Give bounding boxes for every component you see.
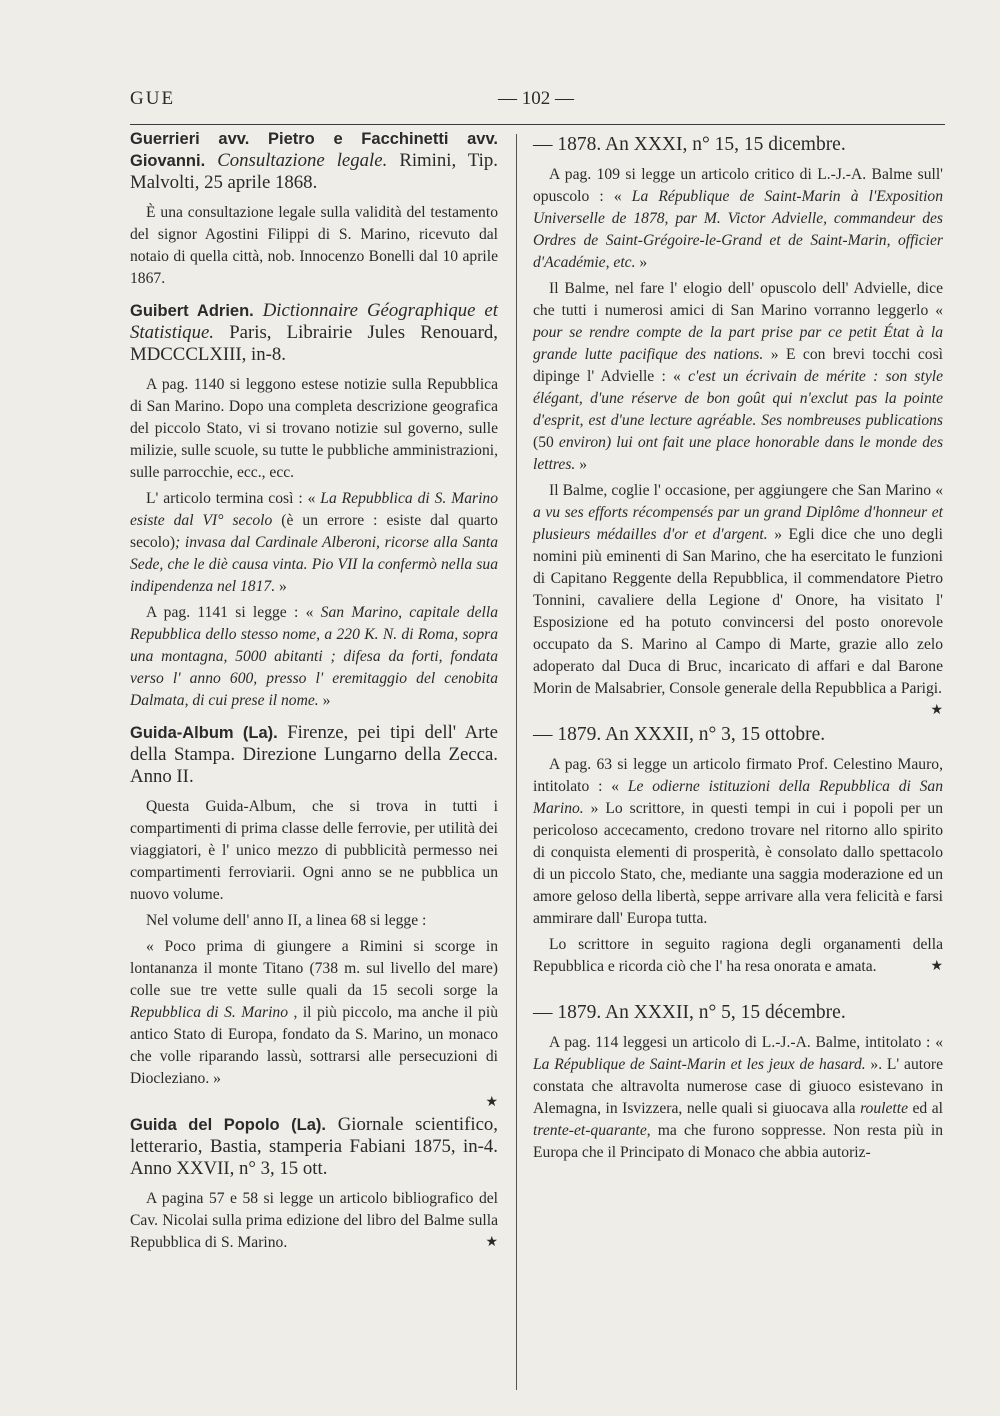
entry-imprint: Paris, Librairie Jules Renouard, MDCCCLXIII, in-8. bbox=[130, 322, 498, 365]
text-run: (50 bbox=[533, 434, 559, 451]
star-icon: ★ bbox=[930, 959, 943, 974]
quote-text: La République de Saint-Marin à l'Exposition Universelle de 1878, par M. Victor Advielle, commandeur des Ordres de Saint-Grégoire-le-Grand et de Saint-Marin, officier d'Académie, etc. bbox=[533, 188, 943, 271]
quote-text: Repubblica di S. Marino bbox=[130, 1004, 289, 1021]
left-column bbox=[130, 128, 498, 1258]
text-run: L' articolo termina così : « bbox=[146, 490, 321, 507]
issue-heading: — 1879. An XXXII, n° 3, 15 ottobre. bbox=[533, 724, 826, 745]
entry-paragraph bbox=[130, 936, 498, 1090]
quote-text: La Repubblica di S. Marino esiste dal VI° secolo bbox=[130, 490, 498, 529]
text-run: A pag. 109 si legge un articolo critico di L.-J.-A. Balme sull' opuscolo : « bbox=[533, 166, 943, 205]
text-run: Lo scrittore in seguito ragiona degli organamenti della Repubblica e ricorda ciò che l' ha resa onorata e amata. bbox=[533, 936, 943, 975]
quote-text: Le odierne istituzioni della Repubblica di San Marino. bbox=[533, 778, 944, 817]
running-head bbox=[130, 88, 940, 118]
entry-imprint: Rimini, Tip. Malvolti, 25 aprile 1868. bbox=[130, 150, 498, 193]
quote-text: a vu ses efforts récompensés par un grand Diplôme d'honneur et plusieurs médailles d'or et d'argent. bbox=[533, 504, 943, 543]
issue-heading: — 1878. An XXXI, n° 15, 15 dicembre. bbox=[533, 134, 846, 155]
entry-paragraph: È una consultazione legale sulla validità del testamento del signor Agostini Filippi di S. Marino, ricevuto dal notaio di quella città, nob. Innocenzo Bonelli dal 10 aprile 1867. bbox=[130, 204, 498, 287]
entry-author: Guida-Album (La). bbox=[130, 724, 278, 742]
quote-text: environ) lui ont fait une place honorable dans le monde des lettres. bbox=[533, 434, 944, 473]
entry-paragraph bbox=[533, 754, 943, 930]
quote-text: San Marino, capitale della Repubblica dello stesso nome, a 220 K. N. di Roma, sopra una montagna, 5000 abitanti ; difesa da forti, fondata verso l' anno 600, presso l' eremitaggio del cenobita Dalmata, di cui prese il nome. bbox=[130, 604, 498, 709]
entry-paragraph bbox=[533, 480, 943, 718]
text-run: (è un errore : esiste dal quarto secolo) bbox=[130, 512, 498, 551]
header-rule bbox=[130, 124, 945, 125]
text-run: Il Balme, nel fare l' elogio dell' opuscolo dell' Advielle, dice che tutti i numerosi amici di San Marino vorranno leggerlo « bbox=[533, 280, 943, 319]
entry-title: Dictionnaire Géographique et Statistique. bbox=[130, 300, 498, 343]
right-column bbox=[533, 128, 943, 1168]
text-run: » bbox=[275, 578, 287, 595]
entry-paragraph bbox=[533, 934, 943, 978]
entry-imprint: Giornale scientifico, letterario, Bastia, stamperia Fabiani 1875, in-4. Anno XXVII, n° 3, 15 ott. bbox=[130, 1114, 498, 1179]
text-run: ed al bbox=[908, 1100, 943, 1117]
quote-text: trente-et-quarante bbox=[533, 1122, 647, 1139]
entry-heading bbox=[130, 1114, 498, 1180]
text-run: » bbox=[575, 456, 587, 473]
text-run: A pagina 57 e 58 si legge un articolo bibliografico del Cav. Nicolai sulla prima edizione del libro del Balme sulla Repubblica di S. Marino. bbox=[130, 1190, 498, 1251]
text-run: Il Balme, coglie l' occasione, per aggiungere che San Marino « bbox=[549, 482, 943, 499]
entry-paragraph bbox=[130, 602, 498, 712]
section-header: GUE bbox=[130, 88, 176, 109]
quote-text: ; invasa dal Cardinale Alberoni, ricorse alla Santa Sede, che le diè causa vinta. Pio VII la confermò nella sua indipendenza nel 1817. bbox=[130, 534, 498, 595]
entry-author: Guibert Adrien. bbox=[130, 302, 254, 320]
entry-title: Consultazione legale. bbox=[217, 150, 388, 171]
star-icon: ★ bbox=[485, 1095, 498, 1110]
entry-author: Guida del Popolo (La). bbox=[130, 1116, 327, 1134]
star-icon: ★ bbox=[485, 1235, 498, 1250]
entry-imprint: Firenze, pei tipi dell' Arte della Stampa. Direzione Lungarno della Zecca. Anno II. bbox=[130, 722, 498, 787]
quote-text: roulette bbox=[860, 1100, 908, 1117]
quote-text: pour se rendre compte de la part prise par ce petit État à la grande lutte pacifique des nations. bbox=[533, 324, 943, 363]
text-run: » Lo scrittore, in questi tempi in cui i popoli per un pericoloso accecamento, credono trovare nel ritorno allo spirito di conquista elementi di prosperità, è consolato dallo spettacolo di un piccolo Stato, che, mediante una saggia moderazione ed un amore geloso della libertà, seppe arrivare alla vera felicità e farsi ammirare dall' Europa tutta. bbox=[533, 800, 943, 927]
entry-heading bbox=[130, 300, 498, 366]
text-run: » bbox=[635, 254, 648, 271]
text-run: » E con brevi tocchi così dipinge l' Advielle : « bbox=[533, 346, 943, 385]
text-run: A pag. 63 si legge un articolo firmato Prof. Celestino Mauro, intitolato : « bbox=[533, 756, 943, 795]
entry-paragraph: A pag. 1140 si leggono estese notizie sulla Repubblica di San Marino. Dopo una completa descrizione geografica del piccolo Stato, vi si trovano notizie sul governo, sulle milizie, sulle scuole, su tutte le pubbliche amministrazioni, sulle parrocchie, ecc., ecc. bbox=[130, 376, 498, 481]
text-run: A pag. 114 leggesi un articolo di L.-J.-A. Balme, intitolato : « bbox=[549, 1034, 943, 1051]
quote-text: c'est un écrivain de mérite : son style élégant, d'une réserve de bon goût qui n'exclut pas la pointe d'esprit, est d'une lecture agréable. Ses nombreuses publications bbox=[533, 368, 943, 429]
text-run: » Egli dice che uno degli nomini più eminenti di San Marino, che ha esercitato le funzioni di Capitano Reggente della Repubblica, il commendatore Pietro Tonnini, cavaliere della Legione d' Onore, ha visitato l' Esposizione ed ha potuto convincersi del posto onorevole occupato da S. Marino al Campo di Marte, grazie allo zelo adoperato dal Duca di Bruc, incaricato di affari e dal Barone Morin de Malsabrier, Console generale della Repubblica a Parigi. bbox=[533, 526, 943, 697]
entry-paragraph bbox=[533, 1032, 943, 1164]
entry-paragraph bbox=[130, 1188, 498, 1254]
issue-heading: — 1879. An XXXII, n° 5, 15 décembre. bbox=[533, 1002, 846, 1023]
entry-paragraph bbox=[130, 488, 498, 598]
text-run: , ma che furono soppresse. Non resta più in Europa che il Principato di Monaco che abbia autoriz- bbox=[533, 1122, 943, 1161]
text-run: « Poco prima di giungere a Rimini si scorge in lontananza il monte Titano (738 m. sul livello del mare) colle sue tre vette sulle quali da 15 secoli sorge la bbox=[130, 938, 498, 999]
star-icon: ★ bbox=[930, 703, 943, 718]
entry-paragraph: Nel volume dell' anno II, a linea 68 si legge : bbox=[146, 912, 427, 929]
entry-author: Guerrieri avv. Pietro e Facchinetti avv. Giovanni. bbox=[130, 130, 498, 170]
quote-text: La République de Saint-Marin et les jeux de hasard. bbox=[533, 1056, 866, 1073]
column-divider bbox=[516, 134, 517, 1390]
text-run: ». L' autore constata che altravolta numerose case di giuoco esistevano in Alemagna, in Isvizzera, nelle quali si giuocava alla bbox=[533, 1056, 943, 1117]
text-run: A pag. 1141 si legge : « bbox=[146, 604, 321, 621]
entry-paragraph bbox=[533, 164, 943, 274]
text-run: » bbox=[318, 692, 331, 709]
entry-paragraph: Questa Guida-Album, che si trova in tutti i compartimenti di prima classe delle ferrovie, per utilità dei viaggiatori, è l' unico mezzo di pubblicità permesso nei compartimenti ferroviarii. Ogni anno se ne pubblica un nuovo volume. bbox=[130, 798, 498, 903]
entry-heading bbox=[130, 128, 498, 194]
page-number: — 102 — bbox=[498, 88, 574, 109]
text-run: , il più piccolo, ma anche il più antico Stato di Europa, fondato da S. Marino, un monaco che volle riparando lassù, sottrarsi alle persecuzioni di Diocleziano. » bbox=[130, 1004, 498, 1087]
entry-paragraph bbox=[533, 278, 943, 476]
entry-heading bbox=[130, 722, 498, 788]
